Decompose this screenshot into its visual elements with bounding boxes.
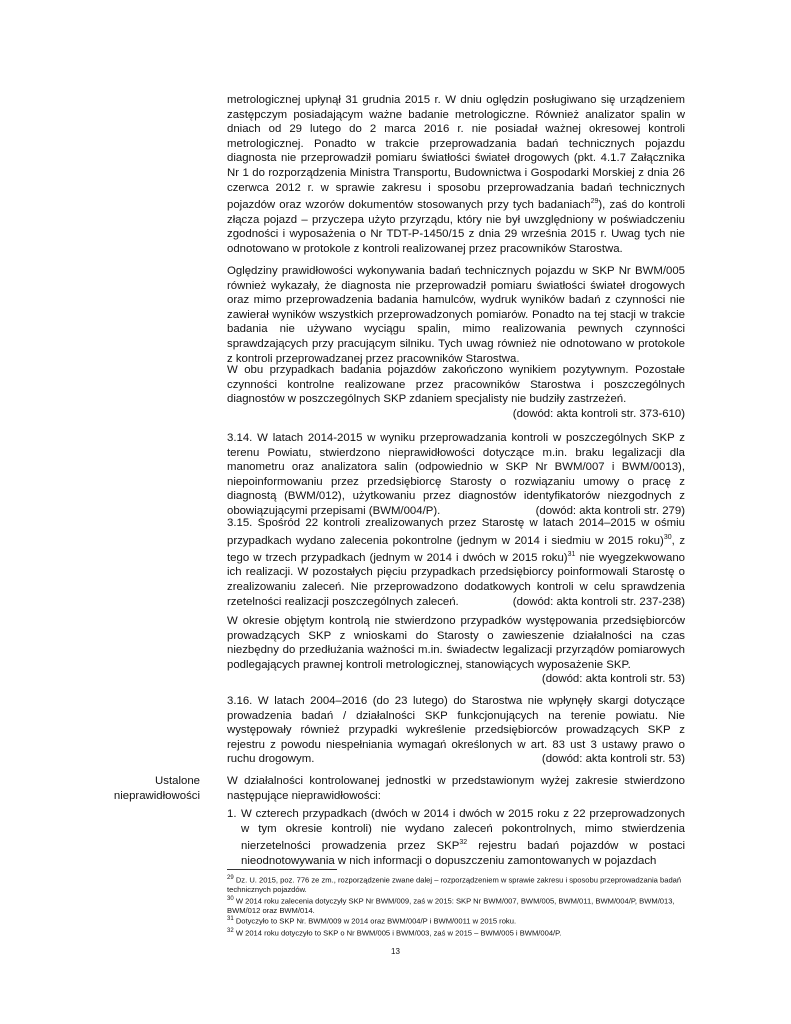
footnote-divider <box>227 869 337 870</box>
paragraph-2-text: Oględziny prawidłowości wykonywania badań technicznych pojazdu w SKP Nr BWM/005 również wykazały, że diagnosta nie przeprowadził pomiaru światłości świateł drogowych oraz mimo przeprowadzenia badania hamulców, wydruk wyników badań z czynności nie zawierał wyników wszystkich przeprowadzonych pomiarów. Ponadto na tej stacji w trakcie badania nie używano wyciągu spalin, mimo realizowania pewnych czynności sprawdzających przy pracującym silniku. Tych uwag również nie odnotowano w protokole z kontroli przeprowadzanej przez pracowników Starostwa. <box>227 265 685 365</box>
footnote-ref-30: 30 <box>663 533 672 541</box>
section-3-14-text: 3.14. W latach 2014-2015 w wyniku przeprowadzania kontroli w poszczególnych SKP z terenu Powiatu, stwierdzono nieprawidłowości dotyczące m.in. braku legalizacji dla manometru oraz analizatora salin (odpowiednio w SKP Nr BWM/007 i BWM/0013), niepoinformowaniu przez przedsiębiorcę Starosty o rozwiązaniu umowy o pracę z diagnostą (BWM/012), użytkowaniu przez diagnostów identyfikatorów niezgodnych z obowiązującymi przepisami (BWM/004/P). <box>227 432 685 517</box>
section-3-16 <box>227 694 685 767</box>
footnote-ref-29: 29 <box>590 198 599 206</box>
findings-section <box>227 774 685 868</box>
paragraph-1 <box>227 93 685 256</box>
paragraph-1-tail: ), zaś do kontroli złącza pojazd – przyczepa użyto przyrządu, który nie był uwzględniony w poświadczeniu zgodności i wyposażenia o Nr TDT-P-1450/15 z dnia 29 września 2015 r. Uwag tych nie odnotowano w protokole z kontroli realizowanej przez pracowników Starostwa. <box>227 198 685 255</box>
footnote-number: 31 <box>227 916 234 923</box>
section-3-16-text: 3.16. W latach 2004–2016 (do 23 lutego) do Starostwa nie wpłynęły skargi dotyczące prowadzenia badań / działalności SKP funkcjonujących na terenie powiatu. Nie występowały również przypadki wykreślenie przedsiębiorców prowadzących SKP z rejestru z powodu niespełniania wymagań określonych w art. 83 ust 3 ustawy prawo o ruchu drogowym. <box>227 695 685 766</box>
paragraph-6 <box>227 614 685 687</box>
paragraph-1-text: metrologicznej upłynął 31 grudnia 2015 r. W dniu oględzin posługiwano się urządzeniem zastępczym posiadającym ważne badanie metrologiczne. Również analizator spalin w dniach od 29 lutego do 2 marca 2016 r. nie posiadał ważnej okresowej kontroli metrologicznej. Ponadto w trakcie przeprowadzania badań technicznych pojazdu diagnosta nie przeprowadził pomiaru światłości świateł drogowych (pkt. 4.1.7 Załącznika Nr 1 do rozporządzenia Ministra Transportu, Budownictwa i Gospodarki Morskiej z dnia 26 czerwca 2012 r. w sprawie zakresu i sposobu przeprowadzania badań technicznych pojazdów oraz wzorów dokumentów stosowanych przy tych badaniach <box>227 94 685 211</box>
footnote-30 <box>227 895 685 916</box>
evidence-ref-5: (dowód: akta kontroli str. 237-238) <box>512 595 685 608</box>
footnote-number: 30 <box>227 895 234 902</box>
list-item-text-b: rejestru badań pojazdów w postaci nieodnotowywania w nich informacji o dopuszczeniu zamontowanych w pojazdach <box>241 840 685 867</box>
paragraph-6-text: W okresie objętym kontrolą nie stwierdzono przypadków występowania przedsiębiorców prowadzących SKP z wnioskami do Starosty o zawieszenie działalności na czas niezbędny do przedłużania ważności m.in. świadectw legalizacji przyrządów pomiarowych podlegających prawnej kontroli metrologicznej, stanowiących wyposażenie SKP. <box>227 615 685 671</box>
section-3-15-text-b: , z tego w trzech przypadkach (jednym w 2014 i dwóch w 2015 roku) <box>227 534 686 564</box>
footnote-29 <box>227 874 685 895</box>
evidence-ref-7: (dowód: akta kontroli str. 53) <box>541 753 685 766</box>
paragraph-3 <box>227 363 685 421</box>
list-item <box>227 807 685 868</box>
paragraph-3-text: W obu przypadkach badania pojazdów zakończono wynikiem pozytywnym. Pozostałe czynności kontrolne realizowane przez pracowników Starostwa i poszczególnych diagnostów w poszczególnych SKP zdaniem specjalisty nie budziły zastrzeżeń. <box>227 364 685 406</box>
section-3-14 <box>227 431 685 519</box>
footnote-text: Dotyczyło to SKP Nr. BWM/009 w 2014 oraz BWM/004/P i BWM/0011 w 2015 roku. <box>235 916 517 926</box>
section-3-15-text-a: 3.15. Spośród 22 kontroli zrealizowanych przez Starostę w latach 2014–2015 w ośmiu przypadkach wydano zalecenia pokontrolne (jednym w 2014 i siedmiu w 2015 roku) <box>227 517 685 547</box>
footnote-32 <box>227 927 685 938</box>
side-label <box>110 774 200 803</box>
footnote-text: Dz. U. 2015, poz. 776 ze zm., rozporządzenie zwane dalej – rozporządzeniem w sprawie zakresu i sposobu przeprowadzania badań technicznych pojazdów. <box>227 875 682 895</box>
page-number: 13 <box>391 947 400 956</box>
section-3-15 <box>227 516 685 609</box>
footnotes <box>227 874 685 938</box>
footnote-ref-32: 32 <box>459 839 468 847</box>
evidence-ref-3: (dowód: akta kontroli str. 373-610) <box>512 407 685 420</box>
paragraph-2 <box>227 264 685 366</box>
evidence-ref-6: (dowód: akta kontroli str. 53) <box>541 673 685 686</box>
side-label-line-1: Ustalone <box>155 775 200 787</box>
footnote-31 <box>227 915 685 926</box>
side-label-line-2: nieprawidłowości <box>113 789 200 802</box>
footnote-number: 29 <box>227 875 234 881</box>
footnote-ref-31: 31 <box>567 550 576 558</box>
footnote-text: W 2014 roku zalecenia dotyczyły SKP Nr BWM/009, zaś w 2015: SKP Nr BWM/007, BWM/005, BWM/011, BWM/004/P, BWM/013, BWM/012 oraz BWM/014. <box>227 896 675 915</box>
footnote-text: W 2014 roku dotyczyło to SKP o Nr BWM/005 i BWM/003, zaś w 2015 – BWM/005 i BWM/004/P. <box>235 928 562 938</box>
list-item-number: 1. <box>227 808 237 821</box>
section-3-15-text-c: nie wyegzekwowano ich realizacji. W pozostałych pięciu przypadkach przedsiębiorcy poinformowali Starostę o zrealizowaniu zaleceń. Nie przeprowadzono dodatkowych kontroli w celu sprawdzenia rzetelności realizacji poszczególnych zaleceń. <box>227 551 685 608</box>
evidence-ref-4: (dowód: akta kontroli str. 279) <box>535 504 685 517</box>
list-item-text-a: W czterech przypadkach (dwóch w 2014 i dwóch w 2015 roku z 22 przeprowadzonych w tym okresie kontroli) nie wydano zaleceń pokontrolnych, mimo stwierdzenia nierzetelności prowadzenia przez SKP <box>241 808 685 853</box>
findings-intro: W działalności kontrolowanej jednostki w przedstawionym wyżej zakresie stwierdzono następujące nieprawidłowości: <box>227 775 685 802</box>
footnote-number: 32 <box>227 927 234 934</box>
